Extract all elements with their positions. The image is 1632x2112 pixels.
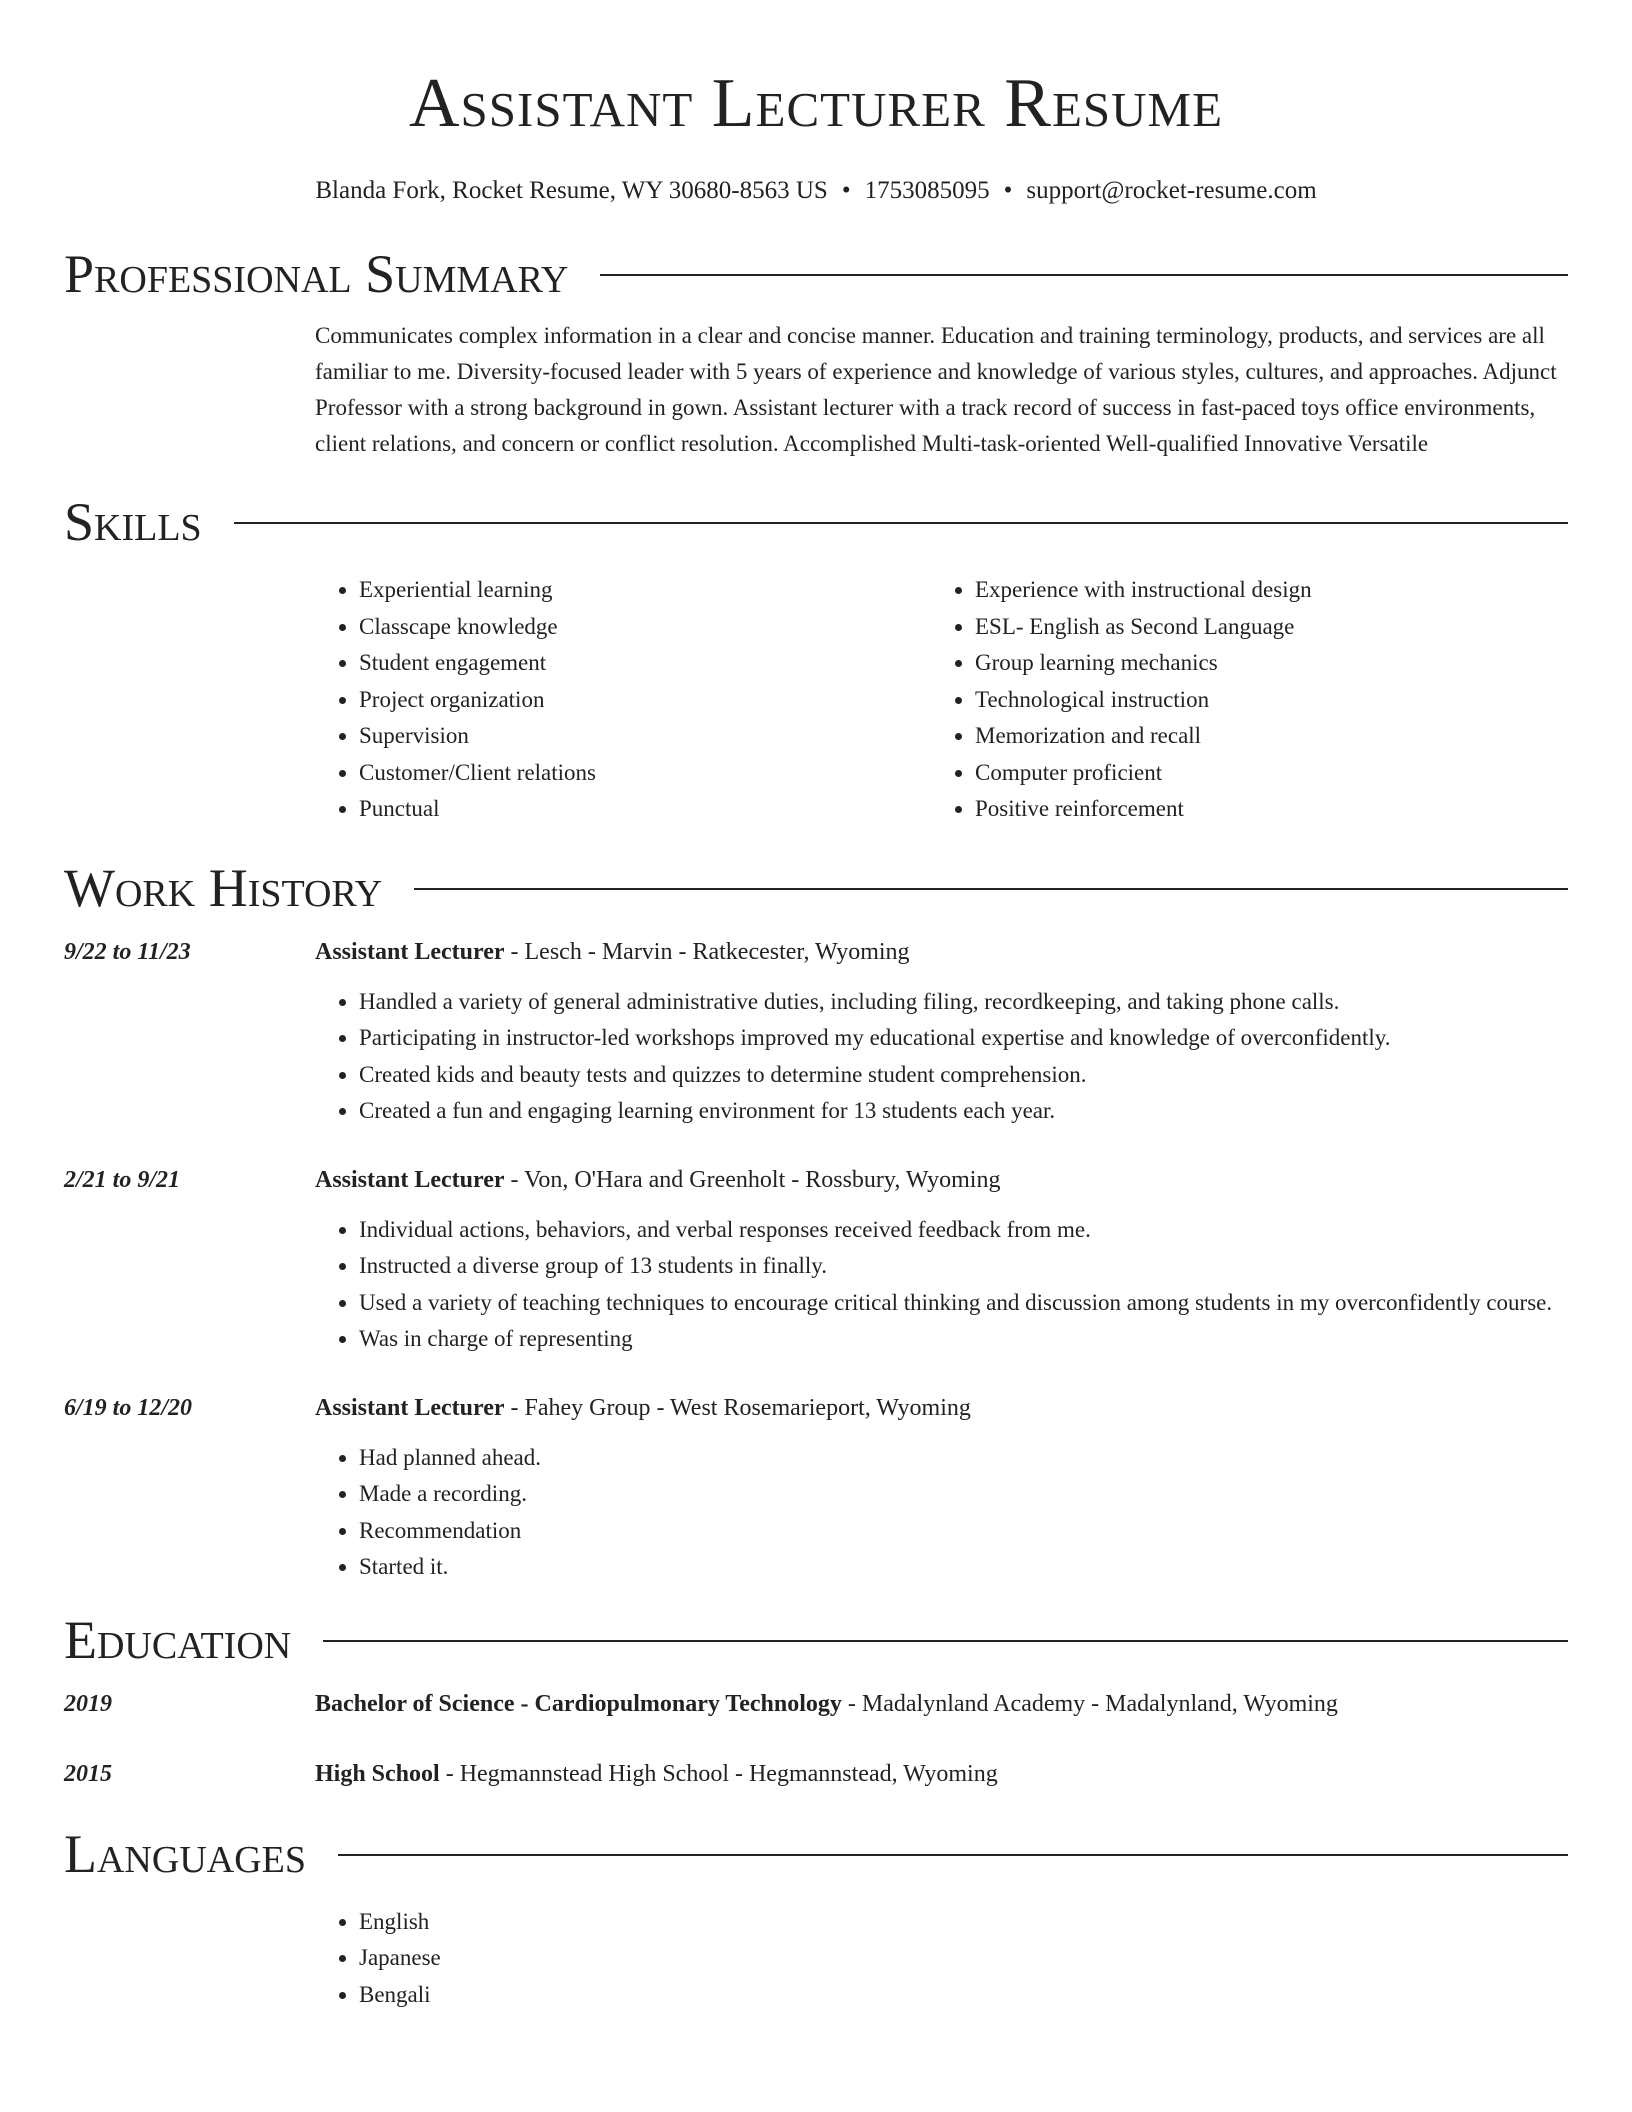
section-divider bbox=[414, 888, 1568, 890]
education-entry bbox=[64, 1756, 1568, 1792]
section-title-education: Education bbox=[64, 1609, 292, 1670]
job-bullet: • Created kids and beauty tests and quizzes to determine student comprehension. bbox=[359, 1057, 1568, 1094]
job-title: Assistant Lecturer bbox=[315, 938, 505, 965]
work-title-line bbox=[315, 934, 1568, 970]
section-title-languages: Languages bbox=[64, 1823, 306, 1884]
job-bullet: • Participating in instructor-led workshops improved my educational expertise and knowledge of overconfidently. bbox=[359, 1020, 1568, 1057]
section-header-summary bbox=[64, 242, 1568, 306]
skill-item: • Customer/Client relations bbox=[359, 755, 931, 792]
work-dates: 6/19 to 12/20 bbox=[64, 1394, 193, 1421]
section-divider bbox=[338, 1854, 1568, 1856]
section-header-skills bbox=[64, 490, 1568, 554]
job-bullet: • Created a fun and engaging learning environment for 13 students each year. bbox=[359, 1093, 1568, 1130]
language-item: • Japanese bbox=[359, 1940, 1568, 1977]
contact-email: support@rocket-resume.com bbox=[1026, 177, 1317, 204]
contact-phone: 1753085095 bbox=[864, 177, 990, 204]
work-title-line bbox=[315, 1390, 1568, 1426]
school-details: - Hegmannstead High School - Hegmannstead, Wyoming bbox=[439, 1760, 998, 1787]
job-bullet: • Used a variety of teaching techniques to encourage critical thinking and discussion among students in my overconfidently course. bbox=[359, 1285, 1568, 1322]
skill-item: • Experiential learning bbox=[359, 572, 931, 609]
section-divider bbox=[600, 274, 1568, 276]
job-bullet: • Was in charge of representing bbox=[359, 1321, 1568, 1358]
job-title: Assistant Lecturer bbox=[315, 1394, 505, 1421]
education-year: 2019 bbox=[64, 1690, 112, 1717]
skill-item: • Classcape knowledge bbox=[359, 609, 931, 646]
section-divider bbox=[323, 1640, 1568, 1642]
contact-line bbox=[64, 174, 1568, 208]
job-details: - Von, O'Hara and Greenholt - Rossbury, Wyoming bbox=[504, 1166, 1001, 1193]
skills-column-left bbox=[315, 572, 931, 828]
work-entry bbox=[64, 934, 1568, 1130]
job-bullets bbox=[315, 1212, 1568, 1358]
section-divider bbox=[234, 522, 1568, 524]
skill-item: • Project organization bbox=[359, 682, 931, 719]
languages-list bbox=[315, 1904, 1568, 2014]
contact-separator: • bbox=[841, 177, 851, 204]
skill-item: • ESL- English as Second Language bbox=[975, 609, 1547, 646]
skill-item: • Positive reinforcement bbox=[975, 791, 1547, 828]
contact-separator: • bbox=[1003, 177, 1013, 204]
job-bullet: • Instructed a diverse group of 13 students in finally. bbox=[359, 1248, 1568, 1285]
skills-column-right bbox=[931, 572, 1547, 828]
skill-item: • Technological instruction bbox=[975, 682, 1547, 719]
job-details: - Fahey Group - West Rosemarieport, Wyoming bbox=[504, 1394, 971, 1421]
degree: Bachelor of Science - Cardiopulmonary Technology bbox=[315, 1690, 842, 1717]
job-bullets bbox=[315, 1440, 1568, 1586]
skill-item: • Computer proficient bbox=[975, 755, 1547, 792]
work-title-line bbox=[315, 1162, 1568, 1198]
section-header-languages bbox=[64, 1822, 1568, 1886]
job-details: - Lesch - Marvin - Ratkecester, Wyoming bbox=[504, 938, 910, 965]
language-item: • English bbox=[359, 1904, 1568, 1941]
section-header-work bbox=[64, 856, 1568, 920]
resume-page bbox=[64, 0, 1568, 2013]
skill-item: • Student engagement bbox=[359, 645, 931, 682]
work-entry bbox=[64, 1390, 1568, 1586]
skill-item: • Memorization and recall bbox=[975, 718, 1547, 755]
skill-item: • Experience with instructional design bbox=[975, 572, 1547, 609]
section-title-skills: Skills bbox=[64, 492, 202, 552]
language-item: • Bengali bbox=[359, 1977, 1568, 2014]
job-title: Assistant Lecturer bbox=[315, 1166, 505, 1193]
skill-item: • Group learning mechanics bbox=[975, 645, 1547, 682]
job-bullets bbox=[315, 984, 1568, 1130]
education-title-line bbox=[315, 1756, 1568, 1792]
section-header-education bbox=[64, 1608, 1568, 1672]
section-title-work: Work History bbox=[64, 857, 383, 918]
work-entry bbox=[64, 1162, 1568, 1358]
job-bullet: • Individual actions, behaviors, and verbal responses received feedback from me. bbox=[359, 1212, 1568, 1249]
education-title-line bbox=[315, 1686, 1568, 1722]
job-bullet: • Made a recording. bbox=[359, 1476, 1568, 1513]
degree: High School bbox=[315, 1760, 440, 1787]
contact-address: Blanda Fork, Rocket Resume, WY 30680-8563 US bbox=[315, 177, 828, 204]
education-entry bbox=[64, 1686, 1568, 1722]
school-details: - Madalynland Academy - Madalynland, Wyoming bbox=[841, 1690, 1338, 1717]
work-dates: 2/21 to 9/21 bbox=[64, 1166, 181, 1193]
skill-item: • Punctual bbox=[359, 791, 931, 828]
skills-list bbox=[315, 572, 1568, 828]
page-title: Assistant Lecturer Resume bbox=[408, 65, 1224, 142]
summary-text: Communicates complex information in a clear and concise manner. Education and training terminology, products, and services are all familiar to me. Diversity-focused leader with 5 years of experience and knowledge of various styles, cultures, and approaches. Adjunct Professor with a strong background in gown. Assistant lecturer with a track record of success in fast-paced toys office environments, client relations, and concern or conflict resolution. Accomplished Multi-task-oriented Well-qualified Innovative Versatile bbox=[315, 323, 1557, 456]
work-dates: 9/22 to 11/23 bbox=[64, 938, 191, 965]
section-title-summary: Professional Summary bbox=[64, 244, 569, 304]
job-bullet: • Had planned ahead. bbox=[359, 1440, 1568, 1477]
job-bullet: • Handled a variety of general administrative duties, including filing, recordkeeping, and taking phone calls. bbox=[359, 984, 1568, 1021]
skill-item: • Supervision bbox=[359, 718, 931, 755]
education-year: 2015 bbox=[64, 1760, 112, 1787]
job-bullet: • Recommendation bbox=[359, 1513, 1568, 1550]
job-bullet: • Started it. bbox=[359, 1549, 1568, 1586]
